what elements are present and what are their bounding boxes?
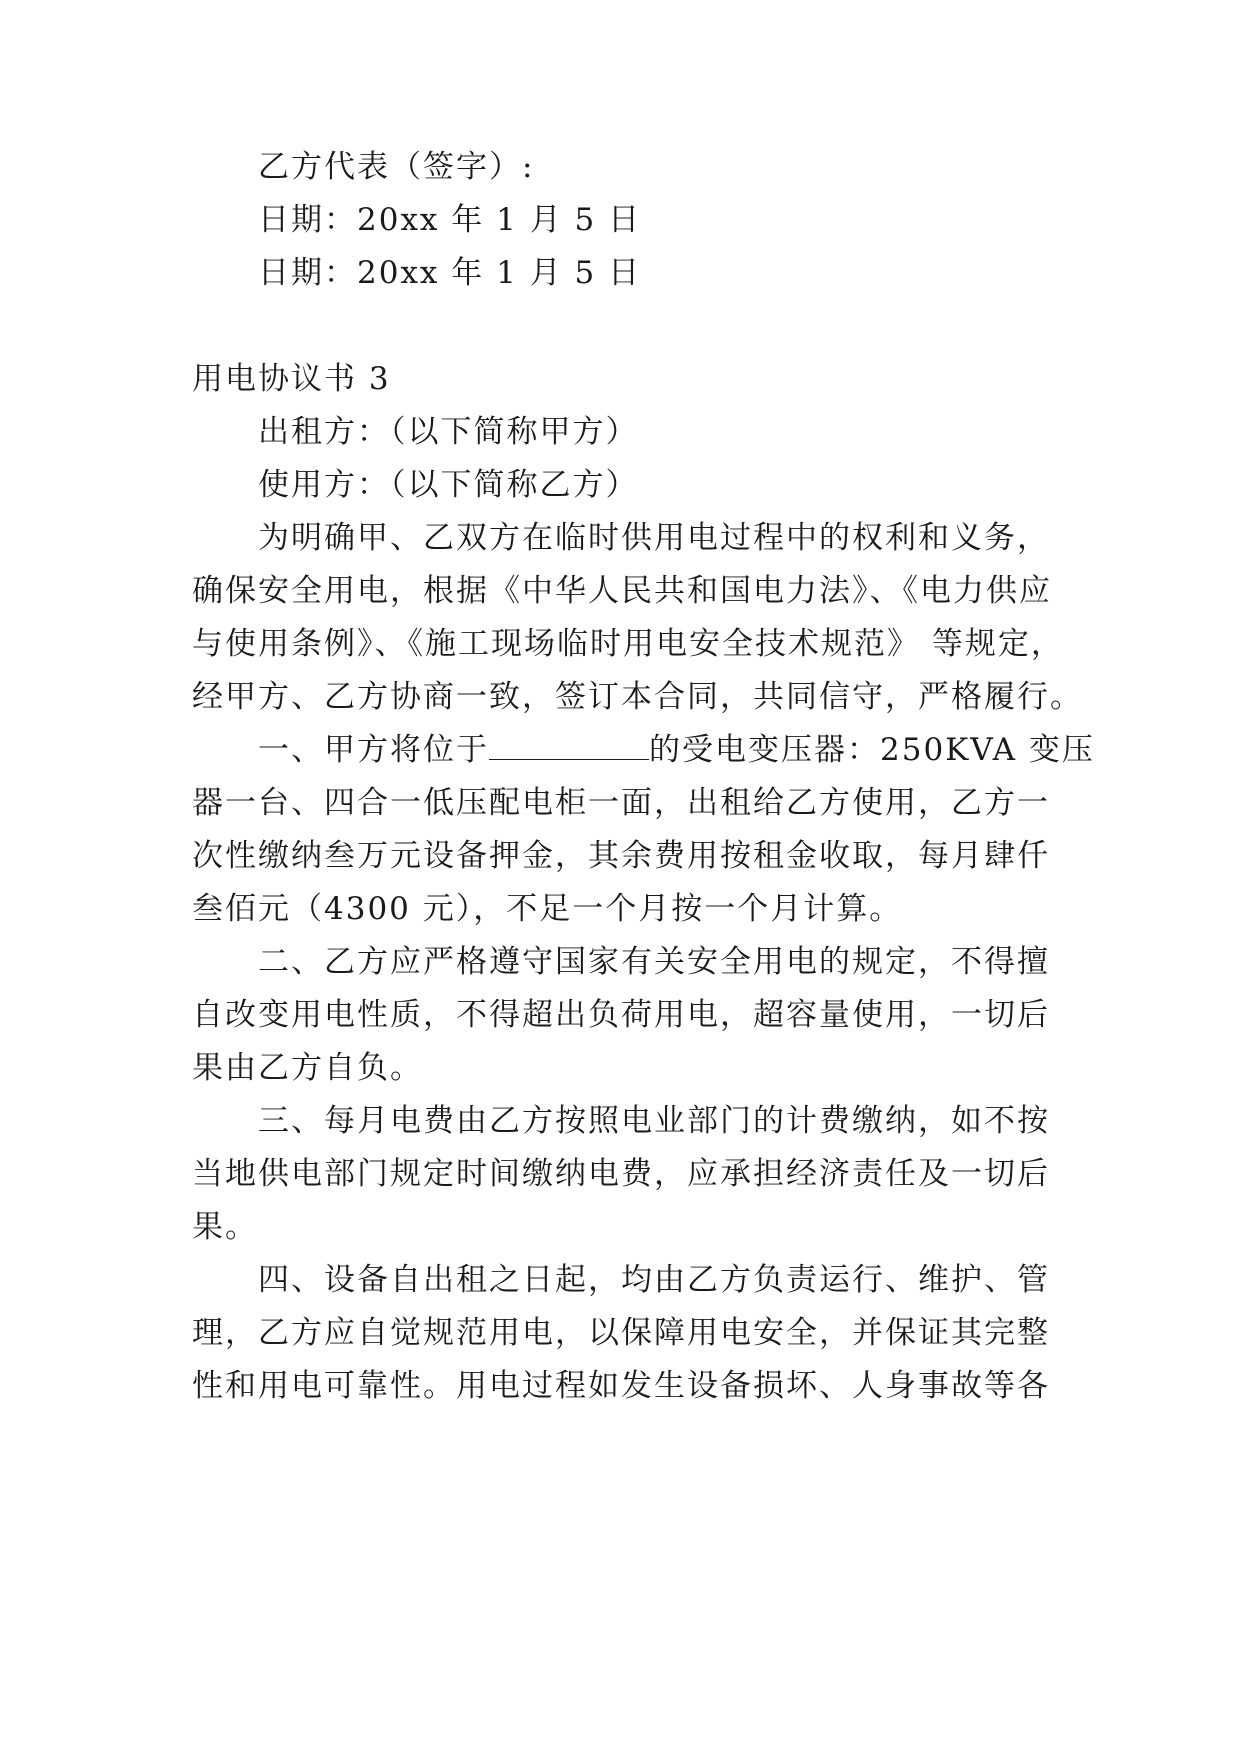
paragraph-line: 四、设备自出租之日起，均由乙方负责运行、维护、管	[258, 1262, 1050, 1298]
paragraph-line: 果。	[192, 1209, 258, 1245]
paragraph-line: 理，乙方应自觉规范用电，以保障用电安全，并保证其完整	[192, 1315, 1050, 1351]
paragraph-line: 三、每月电费由乙方按照电业部门的计费缴纳，如不按	[258, 1103, 1050, 1139]
location-blank	[489, 733, 649, 760]
paragraph-line: 确保安全用电，根据《中华人民共和国电力法》、《电力供应	[192, 573, 1052, 609]
paragraph-line: 当地供电部门规定时间缴纳电费，应承担经济责任及一切后	[192, 1156, 1050, 1192]
paragraph-line: 性和用电可靠性。用电过程如发生设备损坏、人身事故等各	[192, 1368, 1050, 1404]
party-b-signature-line: 乙方代表（签字）:	[258, 149, 535, 185]
paragraph-line: 与使用条例》、《施工现场临时用电安全技术规范》 等规定，	[192, 626, 1064, 662]
paragraph-line: 次性缴纳叁万元设备押金，其余费用按租金收取，每月肆仟	[192, 838, 1050, 874]
lessor-line: 出租方：（以下简称甲方）	[258, 414, 639, 450]
clause-1-prefix: 一、甲方将位于	[258, 732, 489, 768]
paragraph-line: 二、乙方应严格遵守国家有关安全用电的规定，不得擅	[258, 944, 1050, 980]
date-line-1: 日期：20xx 年 1 月 5 日	[258, 202, 642, 238]
paragraph-line: 自改变用电性质，不得超出负荷用电，超容量使用，一切后	[192, 997, 1050, 1033]
section-heading: 用电协议书 3	[192, 361, 391, 397]
paragraph-line: 为明确甲、乙双方在临时供用电过程中的权利和义务，	[258, 520, 1050, 556]
paragraph-line: 器一台、四合一低压配电柜一面，出租给乙方使用，乙方一	[192, 785, 1050, 821]
clause-1-suffix: 的受电变压器：250KVA 变压	[649, 732, 1095, 768]
paragraph-line: 经甲方、乙方协商一致，签订本合同，共同信守，严格履行。	[192, 679, 1083, 715]
paragraph-line: 叁佰元（4300 元），不足一个月按一个月计算。	[192, 891, 903, 927]
paragraph-line: 果由乙方自负。	[192, 1050, 423, 1086]
user-line: 使用方：（以下简称乙方）	[258, 467, 639, 503]
date-line-2: 日期：20xx 年 1 月 5 日	[258, 255, 642, 291]
paragraph-line	[0, 730, 1241, 770]
